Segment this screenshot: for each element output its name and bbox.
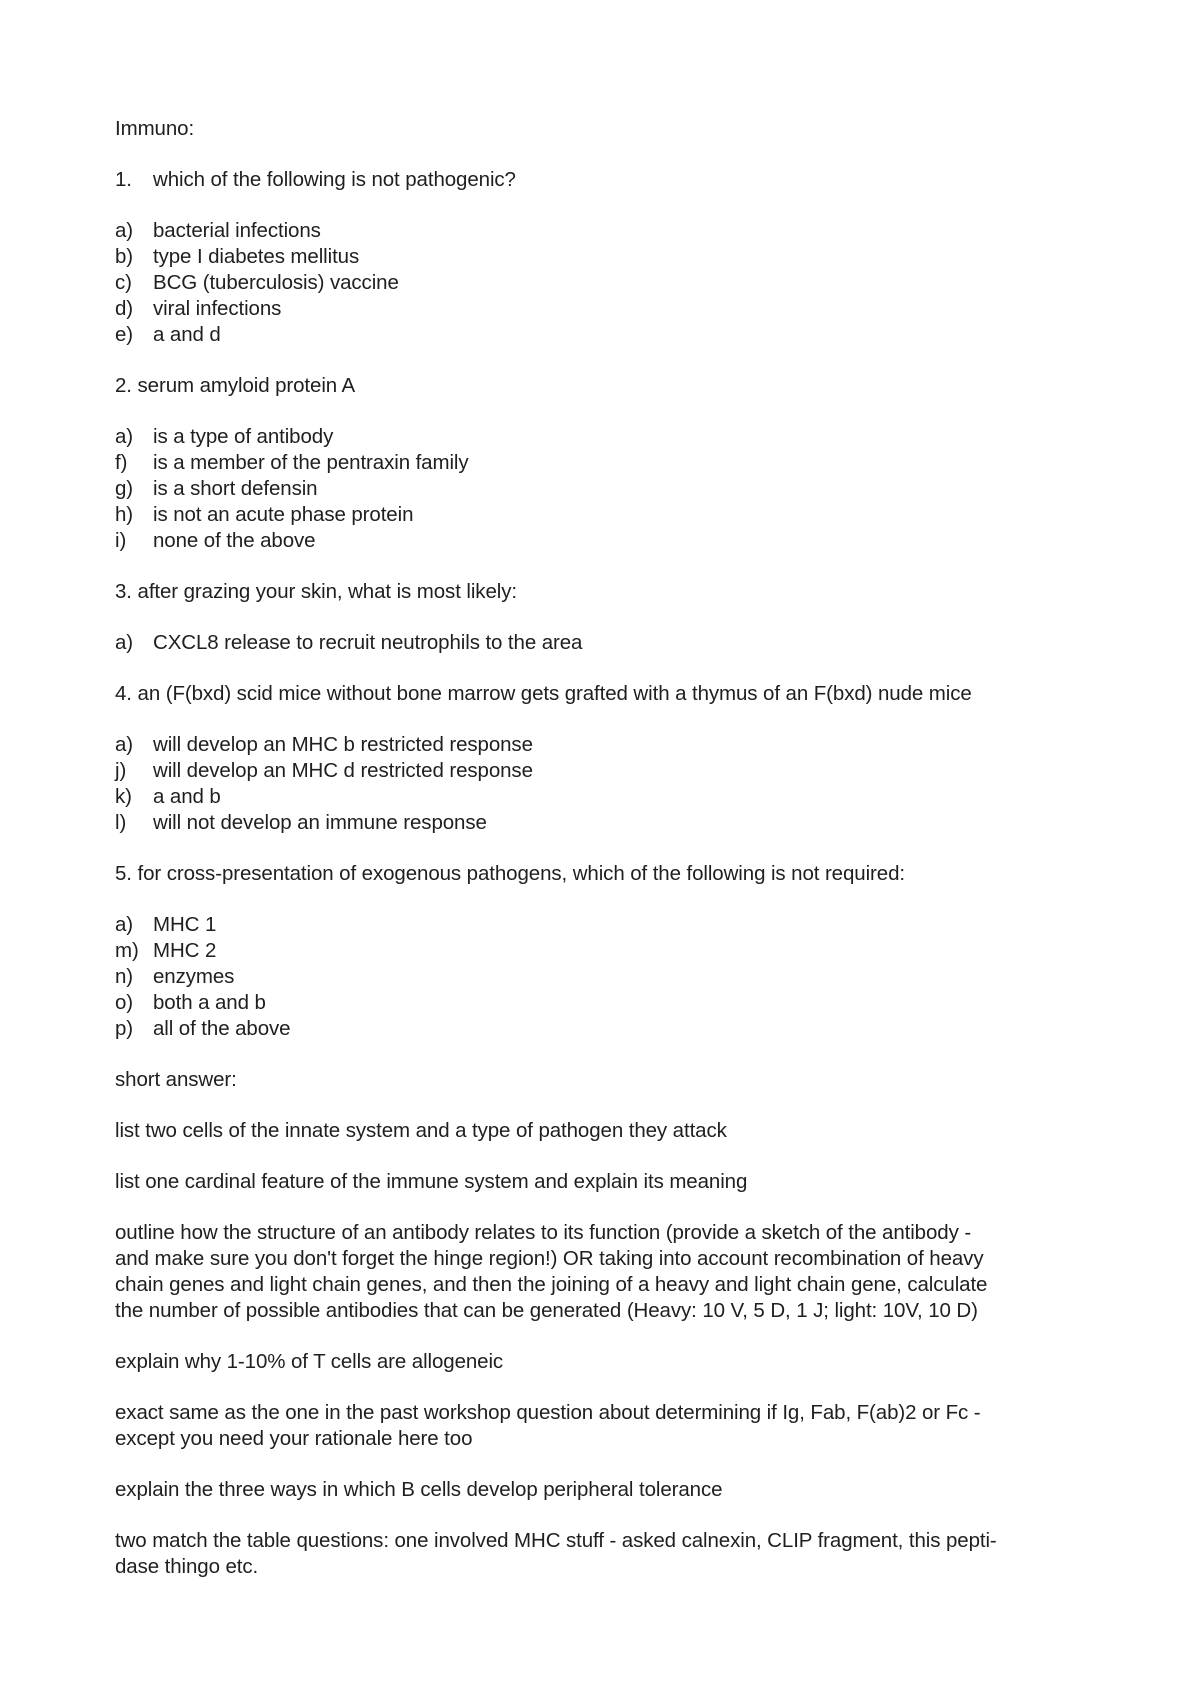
- spacer: [115, 399, 1090, 424]
- option-list: [115, 912, 1090, 1042]
- spacer: [115, 1093, 1090, 1118]
- option-letter: a): [115, 733, 134, 756]
- option-item: [115, 270, 1090, 296]
- option-item: [115, 758, 1090, 784]
- option-item: [115, 476, 1090, 502]
- paragraph-line: explain the three ways in which B cells develop peripheral tolerance: [115, 1478, 723, 1501]
- option-text: all of the above: [153, 1017, 291, 1040]
- short-answer-item: [115, 1349, 1090, 1375]
- option-item: [115, 990, 1090, 1016]
- question-heading: [115, 167, 1090, 193]
- option-item: [115, 322, 1090, 348]
- option-text: is a member of the pentraxin family: [153, 451, 469, 474]
- option-letter: h): [115, 503, 134, 526]
- question-heading: [115, 861, 1090, 887]
- paragraph-line: the number of possible antibodies that can be generated (Heavy: 10 V, 5 D, 1 J; light: 10V, 10 D): [115, 1299, 978, 1322]
- question-text: serum amyloid protein A: [137, 374, 356, 397]
- option-text: a and d: [153, 323, 221, 346]
- option-text: enzymes: [153, 965, 235, 988]
- option-list: [115, 218, 1090, 348]
- option-letter: j): [115, 759, 127, 782]
- question-number: 2.: [115, 374, 132, 397]
- option-letter: a): [115, 913, 134, 936]
- short-answer-item: [115, 1477, 1090, 1503]
- question-number: 5.: [115, 862, 132, 885]
- spacer: [115, 348, 1090, 373]
- option-text: bacterial infections: [153, 219, 321, 242]
- question-text: an (F(bxd) scid mice without bone marrow gets grafted with a thymus of an F(bxd) nude mice: [137, 682, 972, 705]
- short-answer-item: [115, 1528, 1090, 1580]
- option-item: [115, 630, 1090, 656]
- spacer: [115, 1375, 1090, 1400]
- option-list: [115, 732, 1090, 836]
- question-text: which of the following is not pathogenic?: [153, 168, 516, 191]
- spacer: [115, 707, 1090, 732]
- spacer: [115, 1503, 1090, 1528]
- question-number: 1.: [115, 168, 132, 191]
- spacer: [115, 193, 1090, 218]
- question-5: [115, 861, 1090, 1042]
- option-list: [115, 630, 1090, 656]
- option-letter: a): [115, 425, 134, 448]
- option-text: viral infections: [153, 297, 282, 320]
- option-letter: e): [115, 323, 134, 346]
- document-title: Immuno:: [115, 117, 195, 140]
- paragraph-line: exact same as the one in the past workshop question about determining if Ig, Fab, F(ab)2 or Fc -: [115, 1401, 981, 1424]
- option-text: will develop an MHC b restricted response: [153, 733, 533, 756]
- question-heading: [115, 373, 1090, 399]
- option-item: [115, 810, 1090, 836]
- option-item: [115, 912, 1090, 938]
- option-letter: d): [115, 297, 134, 320]
- option-text: both a and b: [153, 991, 266, 1014]
- question-heading: [115, 681, 1090, 707]
- question-text: after grazing your skin, what is most likely:: [137, 580, 517, 603]
- paragraph-line: dase thingo etc.: [115, 1555, 259, 1578]
- question-text: for cross-presentation of exogenous pathogens, which of the following is not required:: [137, 862, 905, 885]
- paragraph-line: explain why 1-10% of T cells are allogeneic: [115, 1350, 504, 1373]
- section-heading: short answer:: [115, 1068, 237, 1091]
- option-letter: n): [115, 965, 134, 988]
- short-answer-section: [115, 1067, 1090, 1580]
- option-letter: i): [115, 529, 127, 552]
- spacer: [115, 656, 1090, 681]
- paragraph-line: two match the table questions: one involved MHC stuff - asked calnexin, CLIP fragment, this pepti-: [115, 1529, 997, 1552]
- option-text: is not an acute phase protein: [153, 503, 414, 526]
- option-letter: l): [115, 811, 127, 834]
- spacer: [115, 1195, 1090, 1220]
- question-heading: [115, 579, 1090, 605]
- option-letter: p): [115, 1017, 134, 1040]
- option-text: MHC 1: [153, 913, 217, 936]
- option-item: [115, 296, 1090, 322]
- document-body: [115, 116, 1090, 1580]
- option-item: [115, 784, 1090, 810]
- paragraph-line: except you need your rationale here too: [115, 1427, 473, 1450]
- option-item: [115, 1016, 1090, 1042]
- option-list: [115, 424, 1090, 554]
- spacer: [115, 605, 1090, 630]
- spacer: [115, 142, 1090, 167]
- option-text: a and b: [153, 785, 221, 808]
- option-letter: m): [115, 939, 139, 962]
- paragraph-line: and make sure you don't forget the hinge region!) OR taking into account recombination of heavy: [115, 1247, 984, 1270]
- spacer: [115, 1144, 1090, 1169]
- option-item: [115, 732, 1090, 758]
- paragraph-line: list one cardinal feature of the immune system and explain its meaning: [115, 1170, 748, 1193]
- option-letter: a): [115, 219, 134, 242]
- option-text: MHC 2: [153, 939, 217, 962]
- option-text: will develop an MHC d restricted response: [153, 759, 533, 782]
- option-text: type I diabetes mellitus: [153, 245, 360, 268]
- option-text: is a short defensin: [153, 477, 318, 500]
- spacer: [115, 1324, 1090, 1349]
- spacer: [115, 887, 1090, 912]
- spacer: [115, 836, 1090, 861]
- option-text: BCG (tuberculosis) vaccine: [153, 271, 399, 294]
- option-letter: c): [115, 271, 132, 294]
- option-item: [115, 502, 1090, 528]
- option-letter: b): [115, 245, 134, 268]
- spacer: [115, 1452, 1090, 1477]
- option-letter: k): [115, 785, 132, 808]
- paragraph-line: list two cells of the innate system and a type of pathogen they attack: [115, 1119, 727, 1142]
- paragraph-line: chain genes and light chain genes, and then the joining of a heavy and light chain gene, calculate: [115, 1273, 988, 1296]
- option-item: [115, 964, 1090, 990]
- option-text: will not develop an immune response: [153, 811, 487, 834]
- question-4: [115, 681, 1090, 836]
- spacer: [115, 554, 1090, 579]
- option-text: is a type of antibody: [153, 425, 334, 448]
- option-item: [115, 244, 1090, 270]
- paragraph-line: outline how the structure of an antibody relates to its function (provide a sketch of the antibody -: [115, 1221, 972, 1244]
- option-text: none of the above: [153, 529, 316, 552]
- option-letter: f): [115, 451, 128, 474]
- option-letter: a): [115, 631, 134, 654]
- short-answer-item: [115, 1169, 1090, 1195]
- question-1: [115, 167, 1090, 348]
- short-answer-item: [115, 1118, 1090, 1144]
- option-item: [115, 218, 1090, 244]
- option-item: [115, 528, 1090, 554]
- option-item: [115, 424, 1090, 450]
- short-answer-item: [115, 1400, 1090, 1452]
- question-number: 4.: [115, 682, 132, 705]
- spacer: [115, 1042, 1090, 1067]
- question-number: 3.: [115, 580, 132, 603]
- option-letter: o): [115, 991, 134, 1014]
- option-letter: g): [115, 477, 134, 500]
- option-item: [115, 938, 1090, 964]
- question-3: [115, 579, 1090, 656]
- option-text: CXCL8 release to recruit neutrophils to the area: [153, 631, 583, 654]
- question-2: [115, 373, 1090, 554]
- short-answer-item: [115, 1220, 1090, 1324]
- option-item: [115, 450, 1090, 476]
